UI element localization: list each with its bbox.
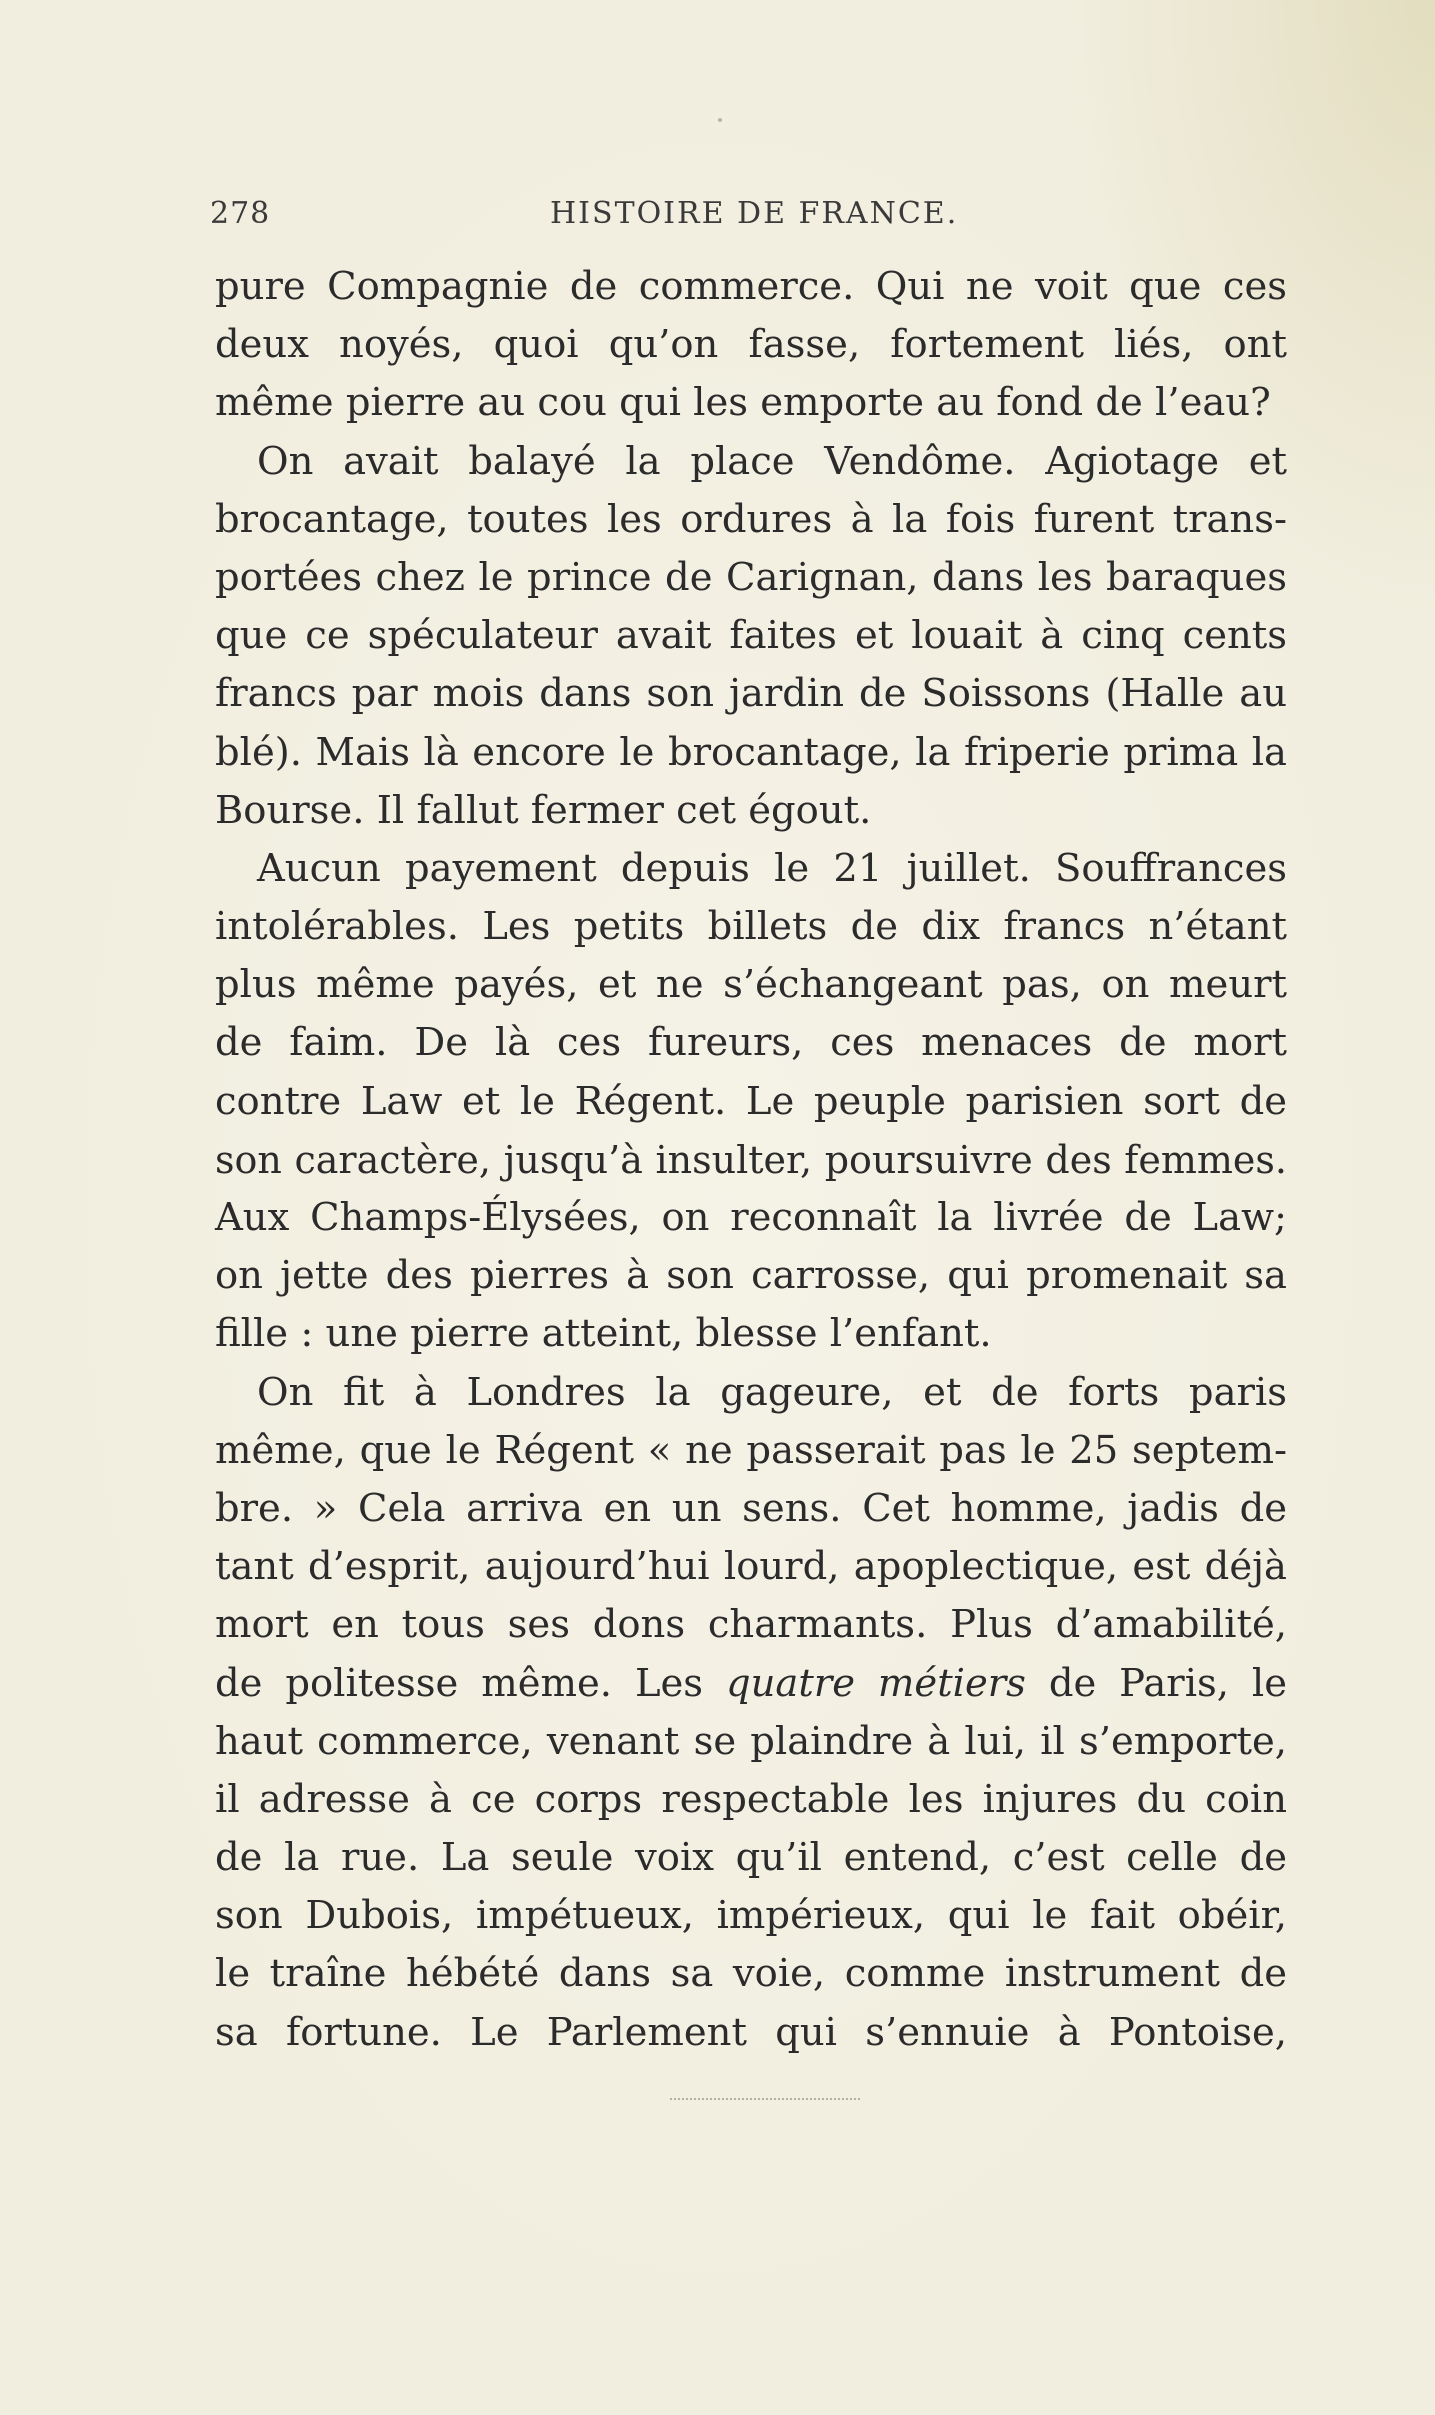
text-line: portées chez le prince de Carignan, dans les baraques xyxy=(215,554,1287,600)
bottom-ornament xyxy=(670,2098,860,2106)
text-line-with-italic xyxy=(215,1655,1287,1713)
paper-speck xyxy=(718,118,722,122)
text-line: de la rue. La seule voix qu’il entend, c’est celle de xyxy=(215,1835,1287,1881)
text-line: on jette des pierres à son carrosse, qui promenait sa xyxy=(215,1253,1287,1299)
text-line: même pierre au cou qui les emporte au fond de l’eau? xyxy=(215,380,1271,426)
text-line: de faim. De là ces fureurs, ces menaces de mort xyxy=(215,1020,1287,1066)
text-line: il adresse à ce corps respectable les injures du coin xyxy=(215,1776,1287,1822)
text-fragment: de politesse même. Les xyxy=(215,1660,726,1706)
italic-term: quatre métiers xyxy=(725,1660,1026,1706)
text-line: que ce spéculateur avait faites et louait à cinq cents xyxy=(215,613,1287,659)
text-line: le traîne hébété dans sa voie, comme instrument de xyxy=(215,1951,1287,1997)
text-line: mort en tous ses dons charmants. Plus d’amabilité, xyxy=(215,1602,1287,1648)
text-line: pure Compagnie de commerce. Qui ne voit que ces xyxy=(215,264,1287,309)
text-line: plus même payés, et ne s’échangeant pas, on meurt xyxy=(215,962,1287,1008)
text-line: bre. » Cela arriva en un sens. Cet homme, jadis de xyxy=(215,1485,1287,1531)
page-number: 278 xyxy=(210,196,271,231)
text-line: son caractère, jusqu’à insulter, poursuivre des femmes. xyxy=(215,1137,1287,1182)
text-line: Aux Champs-Élysées, on reconnaît la livrée de Law; xyxy=(215,1195,1287,1240)
body-text xyxy=(215,258,1287,2062)
text-line: Bourse. Il fallut fermer cet égout. xyxy=(215,787,872,833)
text-line: deux noyés, quoi qu’on fasse, fortement liés, ont xyxy=(215,322,1287,368)
text-line: intolérables. Les petits billets de dix francs n’étant xyxy=(215,904,1287,950)
text-line: blé). Mais là encore le brocantage, la friperie prima la xyxy=(215,729,1287,775)
text-line: contre Law et le Régent. Le peuple parisien sort de xyxy=(215,1078,1287,1124)
page-header xyxy=(210,196,1290,236)
running-head: HISTOIRE DE FRANCE. xyxy=(550,196,959,231)
text-line: même, que le Régent « ne passerait pas le 25 septem- xyxy=(215,1427,1287,1473)
text-line: sa fortune. Le Parlement qui s’ennuie à Pontoise, xyxy=(215,2009,1287,2055)
text-line: brocantage, toutes les ordures à la fois furent trans- xyxy=(215,496,1287,542)
text-line: Aucun payement depuis le 21 juillet. Souffrances xyxy=(257,845,1287,891)
text-fragment: de Paris, le xyxy=(1025,1660,1287,1706)
text-line: haut commerce, venant se plaindre à lui, il s’emporte, xyxy=(215,1718,1287,1764)
text-line: On fit à Londres la gageure, et de forts paris xyxy=(257,1369,1287,1415)
text-line: On avait balayé la place Vendôme. Agiotage et xyxy=(257,438,1287,484)
text-line: tant d’esprit, aujourd’hui lourd, apoplectique, est déjà xyxy=(215,1544,1287,1590)
text-line: francs par mois dans son jardin de Soissons (Halle au xyxy=(215,671,1287,717)
text-line: son Dubois, impétueux, impérieux, qui le fait obéir, xyxy=(215,1893,1287,1939)
text-line: fille : une pierre atteint, blesse l’enfant. xyxy=(215,1311,992,1357)
